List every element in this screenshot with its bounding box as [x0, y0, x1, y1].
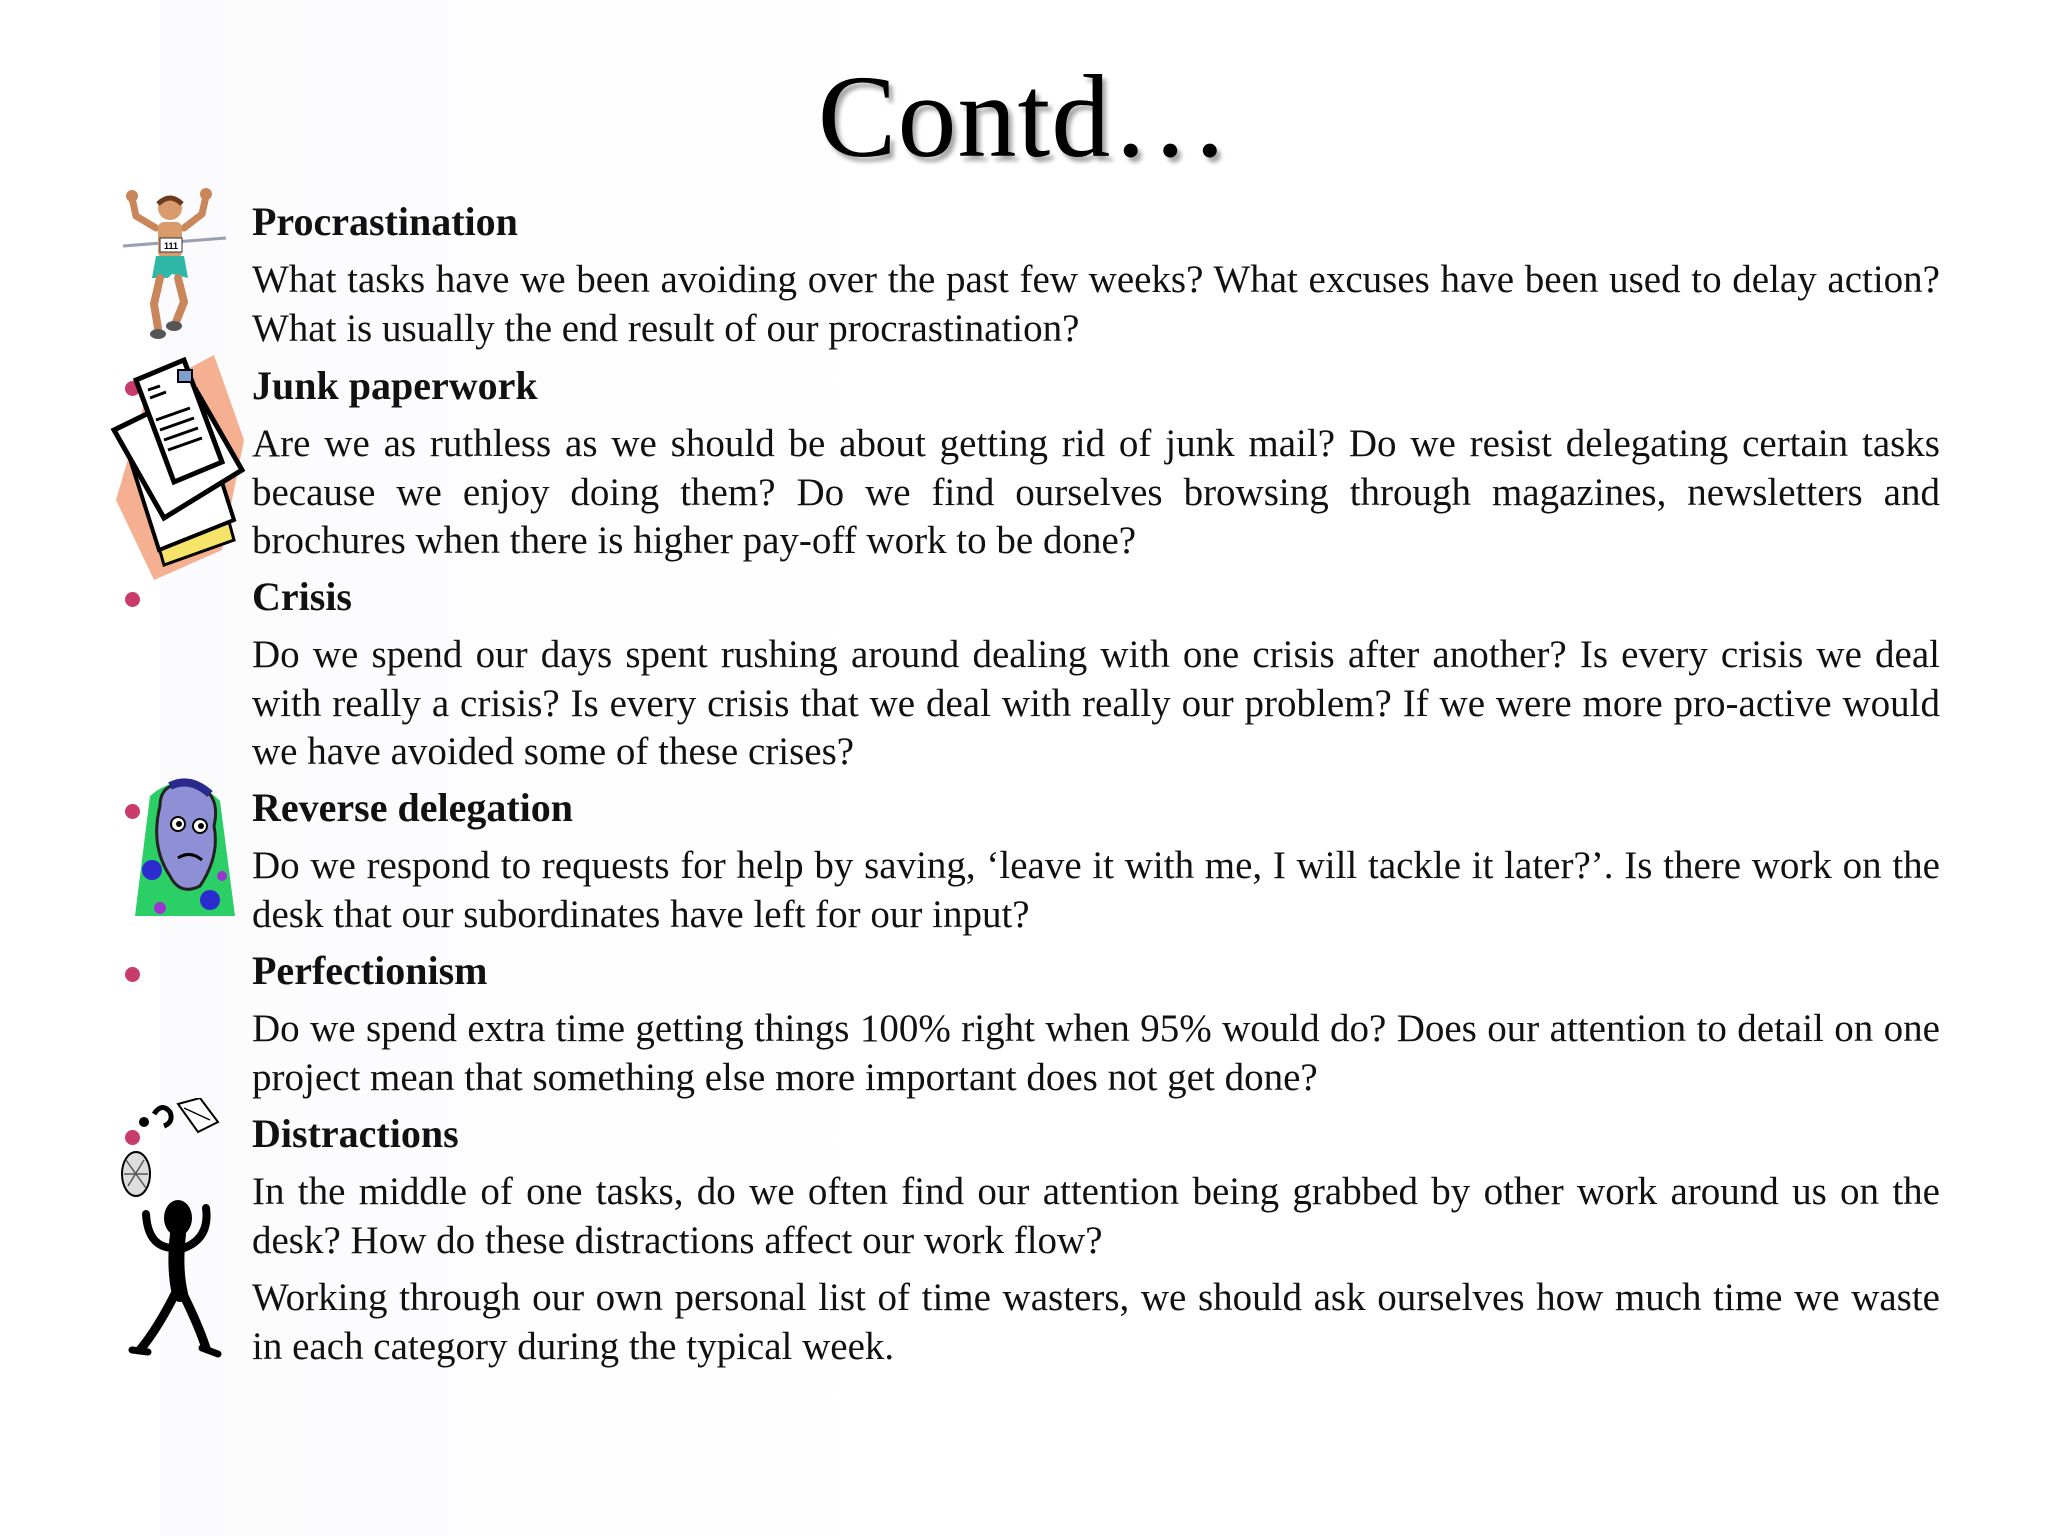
heading-junk-paperwork: Junk paperwork — [252, 363, 538, 408]
bullet-crisis — [125, 592, 140, 607]
runner-bib-number: 111 — [163, 241, 179, 251]
reverse-delegation-clipart — [130, 776, 240, 924]
distractions-clipart — [118, 1098, 228, 1360]
heading-crisis: Crisis — [252, 574, 352, 619]
paragraph-time-wasters: Working through our own personal list of time wasters, we should ask ourselves how much time we waste in each category during the typical week. — [252, 1276, 1940, 1368]
bullet-perfectionism — [125, 967, 140, 982]
paragraph-junk-paperwork: Are we as ruthless as we should be about getting rid of junk mail? Do we resist delegating certain tasks because we enjoy doing them? Do we find ourselves browsing through magazines, newsletters and brochures when there is higher pay-off work to be done? — [252, 422, 1940, 562]
heading-distractions: Distractions — [252, 1111, 459, 1156]
heading-procrastination: Procrastination — [252, 199, 518, 244]
paperwork-clipart — [104, 350, 252, 582]
heading-reverse-delegation: Reverse delegation — [252, 785, 574, 830]
paragraph-procrastination: What tasks have we been avoiding over the past few weeks? What excuses have been used to delay action? What is usually the end result of our procrastination? — [252, 258, 1940, 350]
paragraph-reverse-delegation: Do we respond to requests for help by saving, ‘leave it with me, I will tackle it later?’. Is there work on the desk that our subordinates have left for our input? — [252, 844, 1940, 936]
slide-title: Contd… — [817, 51, 1231, 182]
paragraph-crisis: Do we spend our days spent rushing around dealing with one crisis after another? Is every crisis we deal with really a crisis? Is every crisis that we deal with really our problem? If we were more pro-active would we have avoided some of these crises? — [252, 633, 1940, 773]
paragraph-perfectionism: Do we spend extra time getting things 100% right when 95% would do? Does our attention to detail on one project mean that something else more important does not get done? — [252, 1007, 1940, 1099]
paragraph-distractions: In the middle of one tasks, do we often find our attention being grabbed by other work around us on the desk? How do these distractions affect our work flow? — [252, 1170, 1940, 1262]
heading-perfectionism: Perfectionism — [252, 948, 488, 993]
runner-clipart — [118, 186, 230, 346]
